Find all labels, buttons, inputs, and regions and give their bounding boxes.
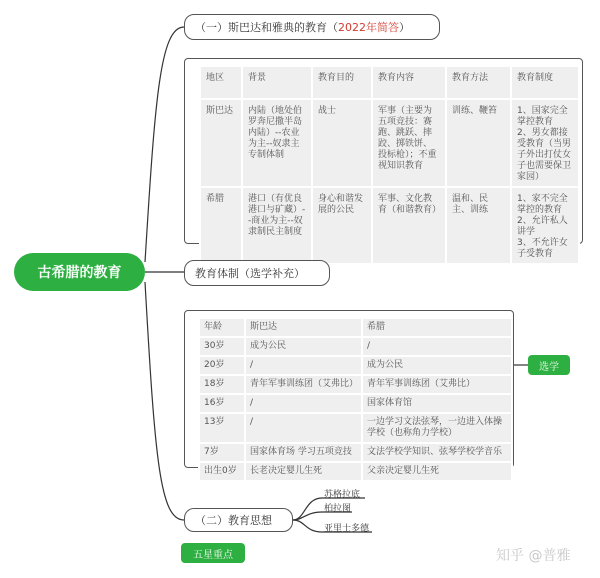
exam-highlight: 2022年简答 bbox=[338, 21, 399, 34]
region-row bbox=[200, 99, 579, 187]
header-cell: 教育方法 bbox=[446, 66, 511, 99]
age-row bbox=[199, 375, 512, 394]
header-cell: 教育目的 bbox=[312, 66, 372, 99]
table-cell: 30岁 bbox=[199, 337, 245, 356]
table-cell: 青年军事训练团（艾弗比） bbox=[362, 375, 512, 394]
table-cell: 1、家不完全掌控的教育 2、允许私人讲学 3、不允许女子受教育 bbox=[511, 187, 579, 264]
thinker-socrates[interactable]: 苏格拉底 bbox=[324, 490, 361, 500]
table-cell: 长老决定婴儿生死 bbox=[245, 462, 362, 481]
table-cell: / bbox=[245, 394, 362, 413]
table-cell: 国家体育馆 bbox=[362, 394, 512, 413]
thinker-aristotle[interactable]: 亚里士多德 bbox=[324, 524, 370, 534]
table-cell: 训练、鞭笞 bbox=[446, 99, 511, 187]
topic-education-system[interactable]: 教育体制（选学补充） bbox=[184, 260, 330, 286]
table-cell: 身心和谐发展的公民 bbox=[312, 187, 372, 264]
tag-elective: 选学 bbox=[528, 355, 570, 375]
root-topic[interactable]: 古希腊的教育 bbox=[14, 253, 145, 291]
header-cell: 地区 bbox=[200, 66, 242, 99]
header-cell: 年龄 bbox=[199, 318, 245, 337]
comparison-panel bbox=[184, 58, 583, 259]
age-row bbox=[199, 337, 512, 356]
age-row bbox=[199, 413, 512, 443]
topic-label-prefix: （一）斯巴达和雅典的教育（ bbox=[195, 21, 338, 34]
header-cell: 教育内容 bbox=[372, 66, 446, 99]
table-cell: 军事、文化教育（和谐教育） bbox=[372, 187, 446, 264]
age-row bbox=[199, 443, 512, 462]
tag-five-star-key: 五星重点 bbox=[181, 543, 245, 563]
header-cell: 希腊 bbox=[362, 318, 512, 337]
table-cell: 一边学习文法弦琴，一边进入体操学校（也称角力学校） bbox=[362, 413, 512, 443]
table-cell: 温和、民主、训练 bbox=[446, 187, 511, 264]
table-cell: 希腊 bbox=[200, 187, 242, 264]
table-cell: 13岁 bbox=[199, 413, 245, 443]
age-row bbox=[199, 394, 512, 413]
table-cell: 20岁 bbox=[199, 356, 245, 375]
table-cell: 战士 bbox=[312, 99, 372, 187]
thinker-plato[interactable]: 柏拉图 bbox=[324, 504, 352, 514]
table-cell: 斯巴达 bbox=[200, 99, 242, 187]
watermark: 知乎 @普雅 bbox=[496, 548, 571, 564]
header-cell: 斯巴达 bbox=[245, 318, 362, 337]
table-cell: 成为公民 bbox=[362, 356, 512, 375]
header-cell: 教育制度 bbox=[511, 66, 579, 99]
age-panel bbox=[184, 310, 514, 476]
region-row bbox=[200, 187, 579, 264]
table-cell: 青年军事训练团（艾弗比） bbox=[245, 375, 362, 394]
table-cell: 16岁 bbox=[199, 394, 245, 413]
age-row bbox=[199, 462, 512, 481]
age-row bbox=[199, 356, 512, 375]
table-cell: 内陆（地处伯罗奔尼撒半岛内陆）--农业为主--奴隶主专制体制 bbox=[242, 99, 312, 187]
table-cell: 港口（有优良港口与矿藏）--商业为主--奴隶制民主制度 bbox=[242, 187, 312, 264]
table-cell: 父亲决定婴儿生死 bbox=[362, 462, 512, 481]
table-cell: 军事（主要为五项竞技：赛跑、跳跃、摔跤、掷铁饼、投标枪）；不重视知识教育 bbox=[372, 99, 446, 187]
topic-sparta-athens-education[interactable] bbox=[184, 14, 440, 40]
table-header-row bbox=[199, 318, 512, 337]
table-cell: 国家体育场 学习五项竞技 bbox=[245, 443, 362, 462]
age-table bbox=[198, 317, 513, 482]
table-cell: 18岁 bbox=[199, 375, 245, 394]
table-cell: / bbox=[245, 356, 362, 375]
table-cell: / bbox=[362, 337, 512, 356]
table-cell: 出生0岁 bbox=[199, 462, 245, 481]
topic-educational-thought[interactable]: （二）教育思想 bbox=[184, 508, 293, 532]
table-cell: 成为公民 bbox=[245, 337, 362, 356]
table-cell: 1、国家完全掌控教育 2、男女都接受教育（当男子外出打仗女子也需要保卫家园） bbox=[511, 99, 579, 187]
table-header-row bbox=[200, 66, 579, 99]
table-cell: 文法学校学知识、弦琴学校学音乐 bbox=[362, 443, 512, 462]
comparison-table bbox=[199, 65, 580, 265]
topic-label-suffix: ） bbox=[399, 21, 410, 34]
table-cell: / bbox=[245, 413, 362, 443]
table-cell: 7岁 bbox=[199, 443, 245, 462]
header-cell: 背景 bbox=[242, 66, 312, 99]
